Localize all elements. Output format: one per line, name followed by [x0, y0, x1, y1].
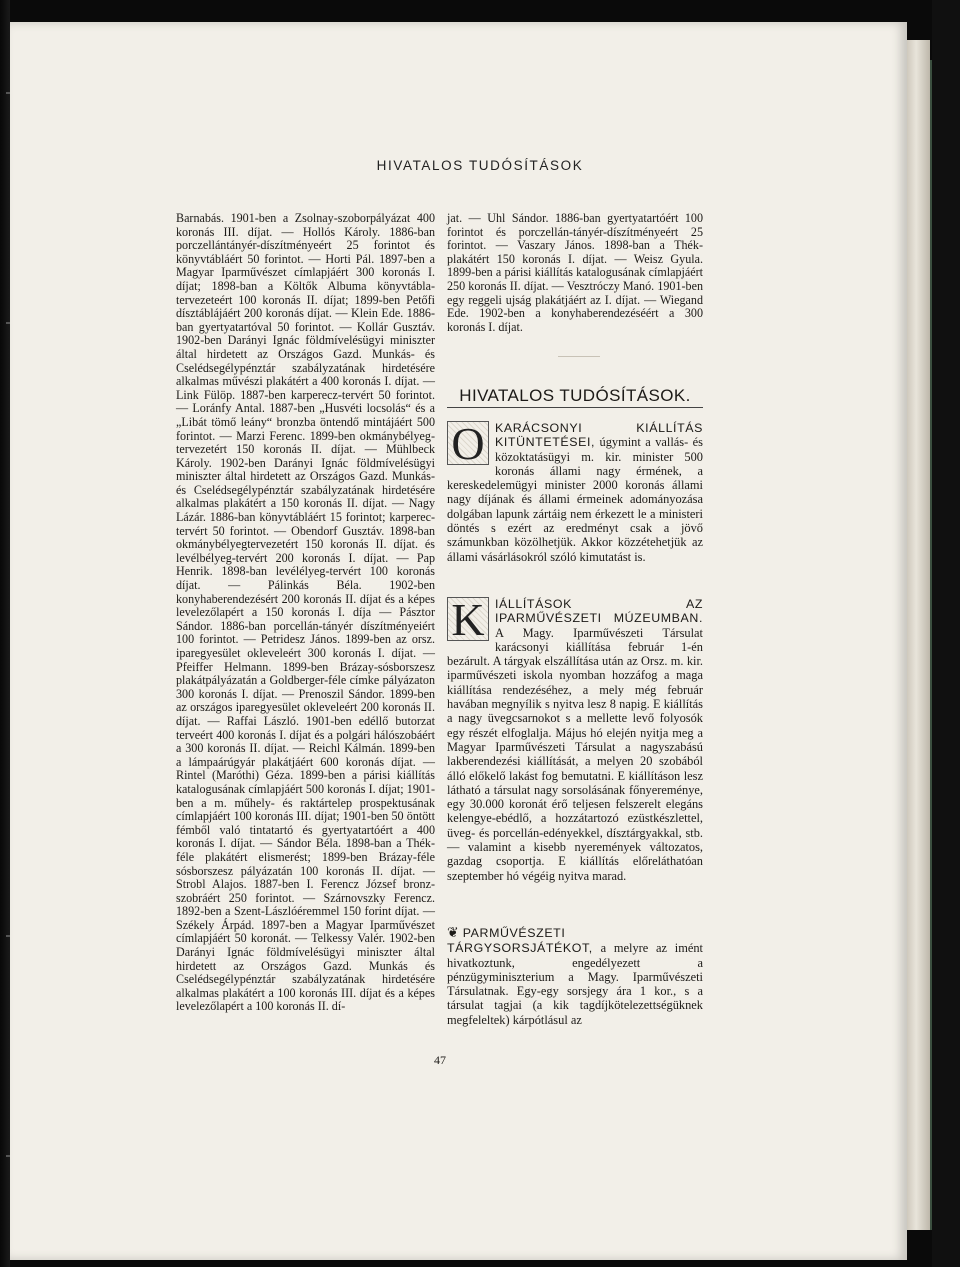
right-column — [447, 212, 703, 334]
running-head: HIVATALOS TUDÓSÍTÁSOK — [376, 158, 584, 173]
article-text: A Magy. Iparművészeti Társulat karácsonyi kiállítása február 1-én bezárult. A tárgyak elszállítása után az Orsz. m. kir. iparművészeti iskola nyomban hozzáfog a maga kiállítása rendezéséhez, a mely még február havában megnyílik s nyitva lesz 8 napig. E kiállítás a nagy üvegcsarnokot s a mellette levő folyosók egy részét elfoglalja. Május hó elején nyitja meg a Magyar Iparművészeti Társulat a nagyszabású lakberendezési kiállítását, a melyen 20 szobából álló előkelő lakást fog bemutatni. E kiállításon lesz látható a társulat nagy sorsolásának főnyereménye, egy 30.000 koronát érő teljesen felszerelt elegáns kelengye-ebédlő, a hozzátartozó ezüstkészlettel, üveg- és porcellán-edényekkel, dísztárgyakkal, stb. — valamint a kisebb nyeremények változatos, gazdag csoportja. E kiállítás előreláthatóan szeptember hó végéig nyitva marad. — [447, 625, 703, 883]
left-column-text: Barnabás. 1901-ben a Zsolnay-szoborpályázat 400 koronás III. díjat. — Hollós Károly. 1886-ban porczellántányér-díszítményeért 25 forintot és könyvtábláért 50 forintot. — Horti Pál. 1897-ben a Magyar Iparművészet címlapjáért 300 koronás I. díjat; 1898-ban a Költők Albuma könyvtábla-tervezeteért 100 koronás II. díjat; 1899-ben Petőfi dísztáblájáért 200 koronás díjat. — Klein Ede. 1886-ban gyertyatartóval 50 forintot. — Kollár Gusztáv. 1902-ben Darányi Ignác földmívelésügyi miniszter által hirdetett az Országos Gazd. Munkás- és Cselédsegélypénztár szabályzatának hirdetésére alkalmas művészi plakátért a 400 koronás I. díjat. — Link Fülöp. 1887-ben karperecz-tervért 50 forintot. — Loránfy Antal. 1887-ben „Husvéti locsolás“ és a „Libát tömő leány“ bronzba öntendő mintájáért 500 forintot. — Marzi Ferenc. 1899-ben okmánybélyeg-tervezetért 150 koronás II. díjat. — Mühlbeck Károly. 1902-ben Darányi Ignác földmívelésügyi miniszter által hirdetett az Országos Gazd. Munkás- és Cselédsegélypénztár szabályzatának hirdetésére alkalmas plakátért a 150 koronás II. díjat. — Nagy Lázár. 1886-ban könyvtábláért 15 forintot; karperec-tervért 50 forintot. — Obendorf Gusztáv. 1898-ban okmánybélyegtervezetért 150 koronás II. díjat. és levélbélyeg-tervért 200 koronás I. díjat. — Pap Henrik. 1898-ban levélélyeg-tervért 100 koronás díjat. — Pálinkás Béla. 1902-ben konyhaberendezésért 200 koronás II. díjat és a képes levelezőlapért a 150 koronás I. díja — Pásztor Sándor. 1886-ban porcellán-tányér díszítményeiért 100 forintot. — Petridesz János. 1899-ben az orsz. iparegyesület okleveleért 300 koronás I. díjat. — Pfeiffer Helmann. 1899-ben Brázay-sósborszesz plakátpályázatán a Goldberger-féle címke pályázaton 300 koronás I. díjat. — Prenoszil Sándor. 1899-ben az országos iparegyesület okleveleért 200 koronás II. díjat. — Raffai László. 1901-ben edéllő butorzat terveért 400 koronás I. díjat és a polgári hálószobáért a 300 koronás II. díjat. — Reichl Kálmán. 1899-ben a lámpaárúgyár plakátjáért 600 koronás díjat. — Rintel (Maróthi) Géza. 1899-ben a párisi kiállítás katalogusának címlapjáért 500 koronás I. díjat; 1901-ben a m. műhely- és raktártelep prospektusának címlapjáért 100 koronás III. díjat; 1901-ben 50 öntött fémből való tintatartó és gyertyatartóért a 400 koronás I. díjat. — Sándor Béla. 1898-ban a Thék-féle plakátért elismerést; 1899-ben Brázay-féle sósborszesz pályázatán 100 koronás II. díjat. — Strobl Alajos. 1887-ben I. Ferencz József bronz-szobráért 250 forintot. — Szárnovszky Ferencz. 1892-ben a Szent-Lászlóéremmel 150 forint díjat. — Székely Árpád. 1897-ben a Magyar Iparművészet címlapjáért 50 koronát. — Telkessy Valér. 1902-ben Darányi Ignác földmívelésügyi miniszter által hirdetett az Országos Gazd. Munkás és Cselédsegélypénztár szabályzatának hirdetésére alkalmas plakátért a 100 koronás III. díjat és a képes levelezőlapért a 100 koronás II. dí- — [176, 211, 435, 1014]
divider — [558, 356, 600, 357]
background-right — [932, 0, 960, 1267]
article-sorsjatek — [447, 926, 703, 1027]
book-spine — [0, 0, 10, 1267]
page-number: 47 — [434, 1053, 446, 1067]
article-body — [447, 926, 703, 1027]
article-lead: KARÁCSONYI KIÁLLÍTÁS KITÜNTETÉSEI, — [495, 421, 703, 450]
article-lead: IÁLLÍTÁSOK AZ IPARMŰVÉSZETI MÚZEUMBAN. — [495, 597, 703, 626]
right-column-text: jat. — Uhl Sándor. 1886-ban gyertyatartóért 100 forintot és porczellán-tányér-díszítményeért 25 forintot. — Vaszary János. 1898-ban a Thék-plakátért 150 koronás I. díjat. — Weisz Gyula. 1899-ben a párisi kiállítás katalogusának címlapjáért 250 koronás II. díjat. — Vesztróczy Manó. 1901-ben egy reggeli ujság plakátjáért az I. díjat. — Wiegand Ede. 1902-ben a konyhaberendezéséért a 300 koronás I. díjat. — [447, 211, 703, 334]
drop-cap-initial: O — [447, 421, 489, 465]
article-karacsonyi — [447, 418, 703, 564]
article-kiallitasok — [447, 594, 703, 883]
article-text: a melyre az imént hivatkoztunk, engedélyezett a pénzügyminiszterium a Magy. Iparművészeti Társulatnak. Egy-egy sorsjegy ára 1 kor., s a társulat tagjai (a kik tagdíjkötelezettségüknek megfeleltek) kárpótlásul az — [447, 941, 703, 1027]
article-text: úgymint a vallás- és közoktatásügyi m. kir. minister 500 koronás állami nagy érmének, a kereskedelemügyi minister 2000 koronás állami nagy díjának és állami érmeinek adományozása dolgában lapunk zártáig nem érkezett le a ministeri döntés s ezért az eredményt csak a jövő számunkban közölhetjük. Akkor közzétehetjük az állami vásárlásokról szóló kimutatást is. — [447, 435, 703, 564]
section-title: HIVATALOS TUDÓSÍTÁSOK. — [447, 386, 703, 408]
page-edges — [907, 40, 930, 1230]
fleuron-icon: ❦ — [447, 926, 459, 941]
left-column — [176, 212, 435, 1014]
article-lead: PARMŰVÉSZETI TÁRGYSORSJÁTÉKOT, — [447, 926, 593, 956]
drop-cap-initial: K — [447, 597, 489, 641]
